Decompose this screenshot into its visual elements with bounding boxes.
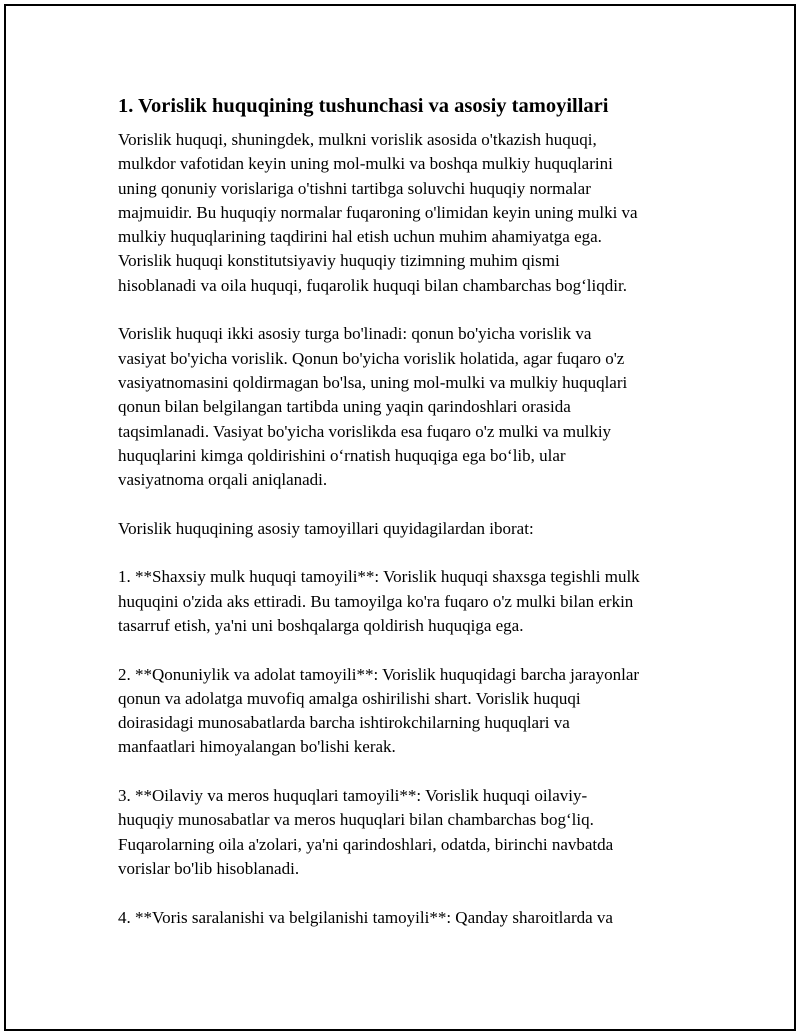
- list-item-principle-2: 2. **Qonuniylik va adolat tamoyili**: Vorislik huquqidagi barcha jarayonlar qonun va adolatga muvofiq amalga oshirilishi shart. Vorislik huquqi doirasidagi munosabatlarda barcha ishtirokchilarning huquqlari va manfaatlari himoyalangan bo'lishi kerak.: [118, 664, 640, 757]
- section-heading: 1. Vorislik huquqining tushunchasi va asosiy tamoyillari: [118, 95, 609, 117]
- paragraph-principles-intro: Vorislik huquqining asosiy tamoyillari quyidagilardan iborat:: [118, 518, 534, 538]
- list-item-principle-1: 1. **Shaxsiy mulk huquqi tamoyili**: Vorislik huquqi shaxsga tegishli mulk huquqini o'zida aks ettiradi. Bu tamoyilga ko'ra fuqaro o'z mulki bilan erkin tasarruf etish, ya'ni uni boshqalarga qoldirish huquqiga ega.: [118, 567, 640, 635]
- paragraph-types: Vorislik huquqi ikki asosiy turga bo'linadi: qonun bo'yicha vorislik va vasiyat bo'yicha vorislik. Qonun bo'yicha vorislik holatida, agar fuqaro o'z vasiyatnomasini qoldirmagan bo'lsa, uning mol-mulki va mulkiy huquqlari qonun bilan belgilangan tartibda uning yaqin qarindoshlari orasida taqsimlanadi. Vasiyat bo'yicha vorislikda esa fuqaro o'z mulki va mulkiy huquqlarini kimga qoldirishini o‘rnatish huquqiga ega bo‘lib, ular vasiyatnoma orqali aniqlanadi.: [118, 324, 628, 490]
- paragraph-definition: Vorislik huquqi, shuningdek, mulkni vorislik asosida o'tkazish huquqi, mulkdor vafotidan keyin uning mol-mulki va boshqa mulkiy huquqlarini uning qonuniy vorislariga o'tishni tartibga soluvchi huquqiy normalar majmuidir. Bu huquqiy normalar fuqaroning o'limidan keyin uning mulki va mulkiy huquqlarining taqdirini hal etish uchun muhim ahamiyatga ega. Vorislik huquqi konstitutsiyaviy huquqiy tizimning muhim qismi hisoblanadi va oila huquqi, fuqarolik huquqi bilan chambarchas bog‘liqdir.: [118, 130, 638, 295]
- document-body: [118, 92, 693, 954]
- list-item-principle-4: 4. **Voris saralanishi va belgilanishi tamoyili**: Qanday sharoitlarda va: [118, 907, 613, 927]
- list-item-principle-3: 3. **Oilaviy va meros huquqlari tamoyili**: Vorislik huquqi oilaviy- huquqiy munosabatlar va meros huquqlari bilan chambarchas bog‘liq. Fuqarolarning oila a'zolari, ya'ni qarindoshlari, odatda, birinchi navbatda vorislar bo'lib hisoblanadi.: [118, 786, 614, 878]
